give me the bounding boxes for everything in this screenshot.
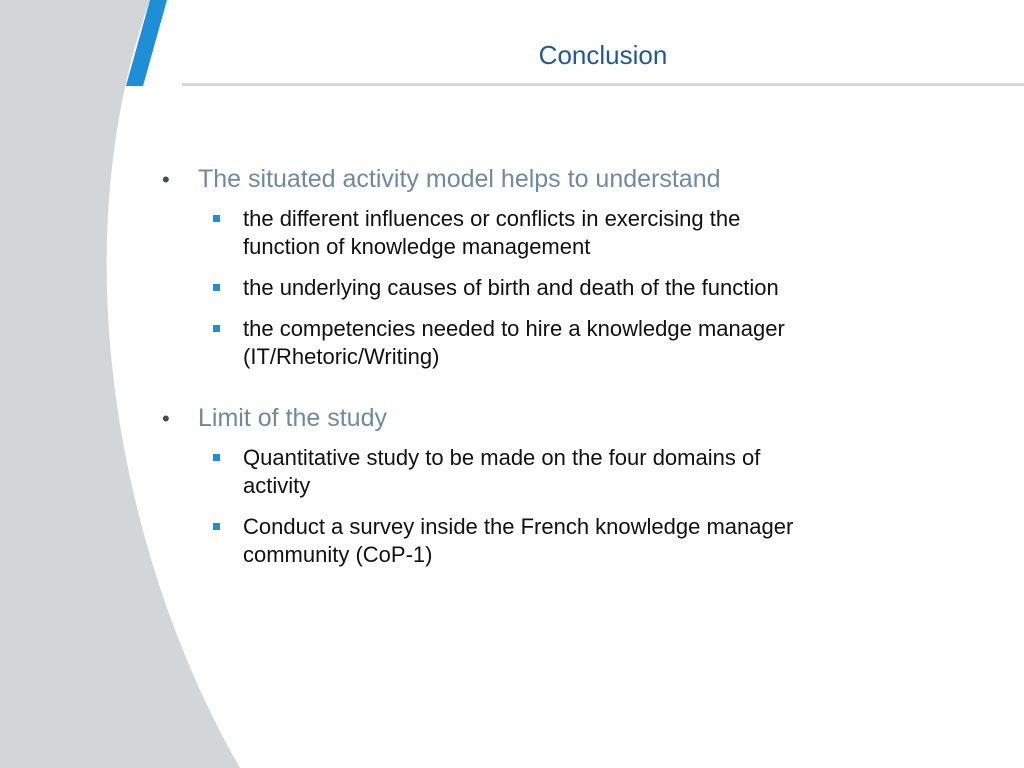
- sub-bullet-item: [160, 274, 800, 302]
- title-divider: [182, 83, 1024, 86]
- bullet-group-1: [160, 164, 800, 371]
- sub-bullet-item: [160, 513, 800, 569]
- round-bullet-icon: •: [162, 167, 170, 192]
- sub-bullet-item: [160, 444, 800, 500]
- bullet-text: The situated activity model helps to understand: [198, 165, 721, 193]
- bullet-group-2: [160, 403, 800, 569]
- slide-title: Conclusion: [538, 40, 668, 70]
- bullet-item: [160, 164, 800, 195]
- round-bullet-icon: •: [162, 406, 170, 431]
- sub-bullet-list: [160, 444, 800, 569]
- sub-bullet-text: the different influences or conflicts in exercising the function of knowledge management: [243, 206, 741, 259]
- slide-content: [160, 164, 800, 582]
- sub-bullet-text: the underlying causes of birth and death of the function: [243, 275, 779, 300]
- square-bullet-icon: [213, 454, 220, 461]
- bullet-item: [160, 403, 800, 434]
- sub-bullet-list: [160, 205, 800, 371]
- square-bullet-icon: [213, 284, 220, 291]
- sub-bullet-text: Conduct a survey inside the French knowledge manager community (CoP-1): [243, 514, 794, 567]
- sub-bullet-text: the competencies needed to hire a knowledge manager (IT/Rhetoric/Writing): [243, 316, 785, 369]
- bullet-text: Limit of the study: [198, 404, 387, 432]
- sub-bullet-text: Quantitative study to be made on the four domains of activity: [243, 445, 761, 498]
- square-bullet-icon: [213, 523, 220, 530]
- sub-bullet-item: [160, 315, 800, 371]
- square-bullet-icon: [213, 215, 220, 222]
- square-bullet-icon: [213, 325, 220, 332]
- sub-bullet-item: [160, 205, 800, 261]
